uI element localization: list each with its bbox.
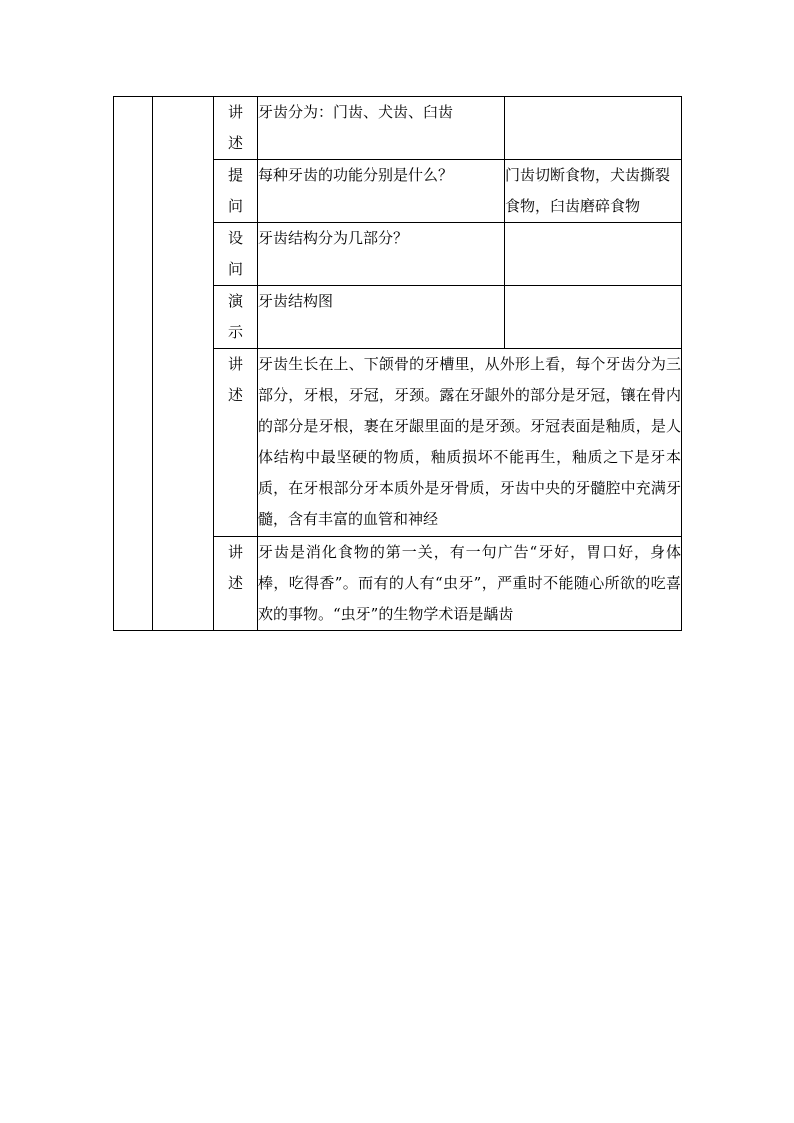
- method-char: 提: [227, 166, 243, 184]
- method-char: 示: [227, 323, 243, 341]
- content-cell: 牙齿是消化食物的第一关，有一句广告“牙好，胃口好，身体棒，吃得香”。而有的人有“虫牙”，严重时不能随心所欲的吃喜欢的事物。“虫牙”的生物学术语是龋齿: [258, 537, 682, 631]
- note-cell: [505, 223, 682, 286]
- note-cell: 门齿切断食物，犬齿撕裂食物，臼齿磨碎食物: [505, 160, 682, 223]
- method-cell: [214, 286, 258, 349]
- section-cell: [153, 97, 214, 631]
- table-row: [114, 97, 682, 160]
- note-cell: [505, 286, 682, 349]
- content-cell: 牙齿生长在上、下颌骨的牙槽里，从外形上看，每个牙齿分为三部分，牙根，牙冠，牙颈。露在牙龈外的部分是牙冠，镶在骨内的部分是牙根，裹在牙龈里面的是牙颈。牙冠表面是釉质，是人体结构中最坚硬的物质，釉质损坏不能再生，釉质之下是牙本质，在牙根部分牙本质外是牙骨质，牙齿中央的牙髓腔中充满牙髓，含有丰富的血管和神经: [258, 349, 682, 537]
- method-char: 讲: [227, 543, 243, 561]
- method-cell: [214, 349, 258, 537]
- content-cell: 牙齿分为：门齿、犬齿、臼齿: [258, 97, 505, 160]
- method-char: 演: [227, 292, 243, 310]
- method-char: 述: [227, 134, 243, 152]
- note-cell: [505, 97, 682, 160]
- method-cell: [214, 97, 258, 160]
- method-char: 问: [227, 197, 243, 215]
- method-char: 述: [227, 574, 243, 592]
- content-cell: 每种牙齿的功能分别是什么？: [258, 160, 505, 223]
- content-cell: 牙齿结构分为几部分？: [258, 223, 505, 286]
- method-cell: [214, 160, 258, 223]
- content-cell: 牙齿结构图: [258, 286, 505, 349]
- method-cell: [214, 537, 258, 631]
- method-char: 讲: [227, 103, 243, 121]
- method-char: 设: [227, 229, 243, 247]
- method-char: 讲: [227, 355, 243, 373]
- method-char: 问: [227, 260, 243, 278]
- lesson-plan-table: [113, 96, 682, 631]
- method-char: 述: [227, 386, 243, 404]
- stage-cell: [114, 97, 153, 631]
- method-cell: [214, 223, 258, 286]
